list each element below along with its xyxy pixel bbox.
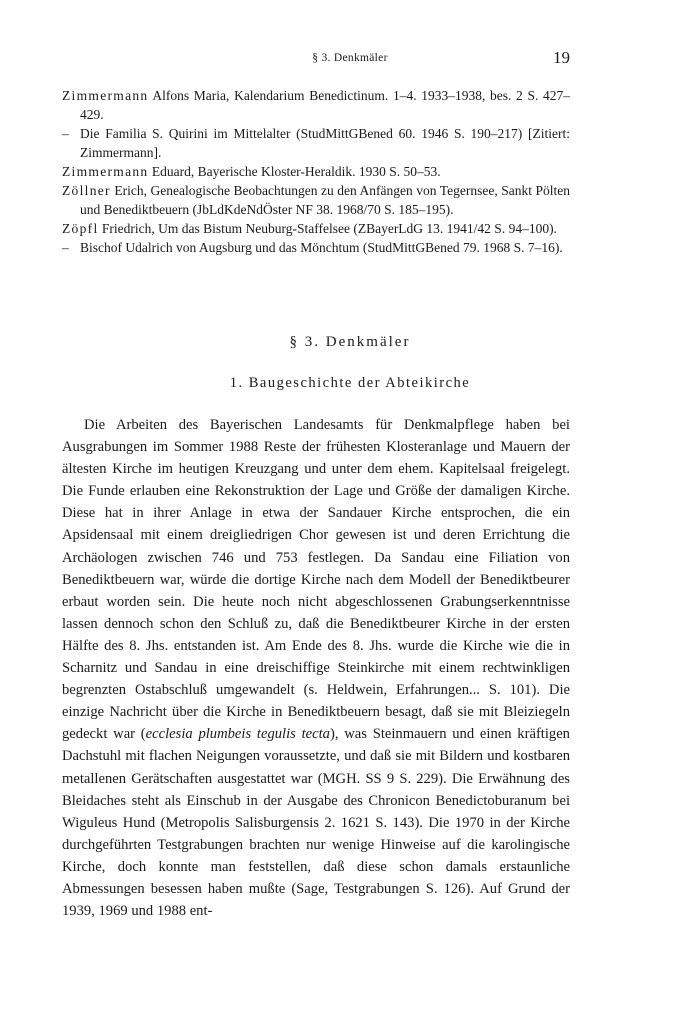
bib-author: Zöllner <box>62 183 111 198</box>
page-number: 19 <box>553 48 570 67</box>
bib-entry <box>62 238 570 257</box>
body-text-part1: Die Arbeiten des Bayerischen Landesamts für Denkmalpflege haben bei Ausgrabungen im Sommer 1988 Reste der frühesten Klosteranlage und Mauern der ältesten Kirche im heutigen Kreuzgang und unter dem ehem. Kapitelsaal freigelegt. Die Funde erlauben eine Rekonstruktion der Lage und Größe der damaligen Kirche. Diese hat in ihrer Anlage in etwa der Sandauer Kirche entsprochen, die ein Apsidensaal mit einem dreigliedrigen Chor gewesen ist und deren Errichtung die Archäologen zwischen 746 und 753 festlegen. Da Sandau eine Filiation von Benediktbeuern war, würde die dortige Kirche nach dem Modell der Benediktbeurer erbaut worden sein. Die heute noch nicht abgeschlossenen Grabungserkenntnisse lassen dennoch schon den Schluß zu, daß die Benediktbeurer Kirche in der ersten Hälfte des 8. Jhs. entstanden ist. Am Ende des 8. Jhs. wurde die Kirche wie die in Scharnitz und Sandau in eine dreischiffige Steinkirche mit einem rechtwinkligen begrenzten Ostabschluß umgewandelt (s. Heldwein, Erfahrungen... S. 101). Die einzige Nachricht über die Kirche in Benediktbeuern besagt, daß sie mit Bleiziegeln gedeckt war ( <box>62 417 570 743</box>
bib-author: Zöpfl <box>62 221 99 236</box>
bib-text: Die Familia S. Quirini im Mittelalter (StudMittGBened 60. 1946 S. 190–217) [Zitiert: Zimmermann]. <box>80 126 570 160</box>
bib-text: Bischof Udalrich von Augsburg und das Mönchtum (StudMittGBened 79. 1968 S. 7–16). <box>80 240 563 255</box>
bib-entry <box>62 162 570 181</box>
bib-dash: – <box>62 240 69 255</box>
bib-entry <box>62 181 570 219</box>
body-paragraph <box>62 414 570 922</box>
body-text-part2: ), was Steinmauern und einen kräftigen Dachstuhl mit flachen Neigungen voraussetzte, und daß sie mit Bildern und kostbaren metallenen Gerätschaften ausgestattet war (MGH. SS 9 S. 229). Die Erwähnung des Bleidaches steht als Einschub in der Ausgabe des Chronicon Benedictoburanum bei Wiguleus Hund (Metropolis Salisburgensis 2. 1621 S. 143). Die 1970 in der Kirche durchgeführten Testgrabungen brachten nur wenige Hinweise auf die karolingische Kirche, doch konnte man feststellen, daß diese schon damals erstaunliche Abmessungen besessen haben mußte (Sage, Testgrabungen S. 126). Auf Grund der 1939, 1969 und 1988 ent- <box>62 726 570 920</box>
running-title: § 3. Denkmäler <box>312 52 388 64</box>
bibliography <box>62 86 570 257</box>
section-heading: § 3. Denkmäler <box>289 334 411 350</box>
bib-entry <box>62 219 570 238</box>
bib-text: Erich, Genealogische Beobachtungen zu den Anfängen von Tegernsee, Sankt Pölten und Benediktbeuern (JbLdKdeNdÖster NF 38. 1968/70 S. 185–195). <box>80 183 570 217</box>
bib-dash: – <box>62 126 69 141</box>
latin-quote: ecclesia plumbeis tegulis tecta <box>145 726 330 743</box>
bib-author: Zimmermann <box>62 88 149 103</box>
bib-entry <box>62 124 570 162</box>
bib-text: Eduard, Bayerische Kloster-Heraldik. 1930 S. 50–53. <box>148 164 441 179</box>
bib-entry <box>62 86 570 124</box>
subsection-heading: 1. Baugeschichte der Abteikirche <box>229 375 471 391</box>
bib-text: Friedrich, Um das Bistum Neuburg-Staffelsee (ZBayerLdG 13. 1941/42 S. 94–100). <box>98 221 557 236</box>
bib-text: Alfons Maria, Kalendarium Benedictinum. 1–4. 1933–1938, bes. 2 S. 427–429. <box>80 88 570 122</box>
running-head <box>0 48 700 72</box>
bib-author: Zimmermann <box>62 164 149 179</box>
